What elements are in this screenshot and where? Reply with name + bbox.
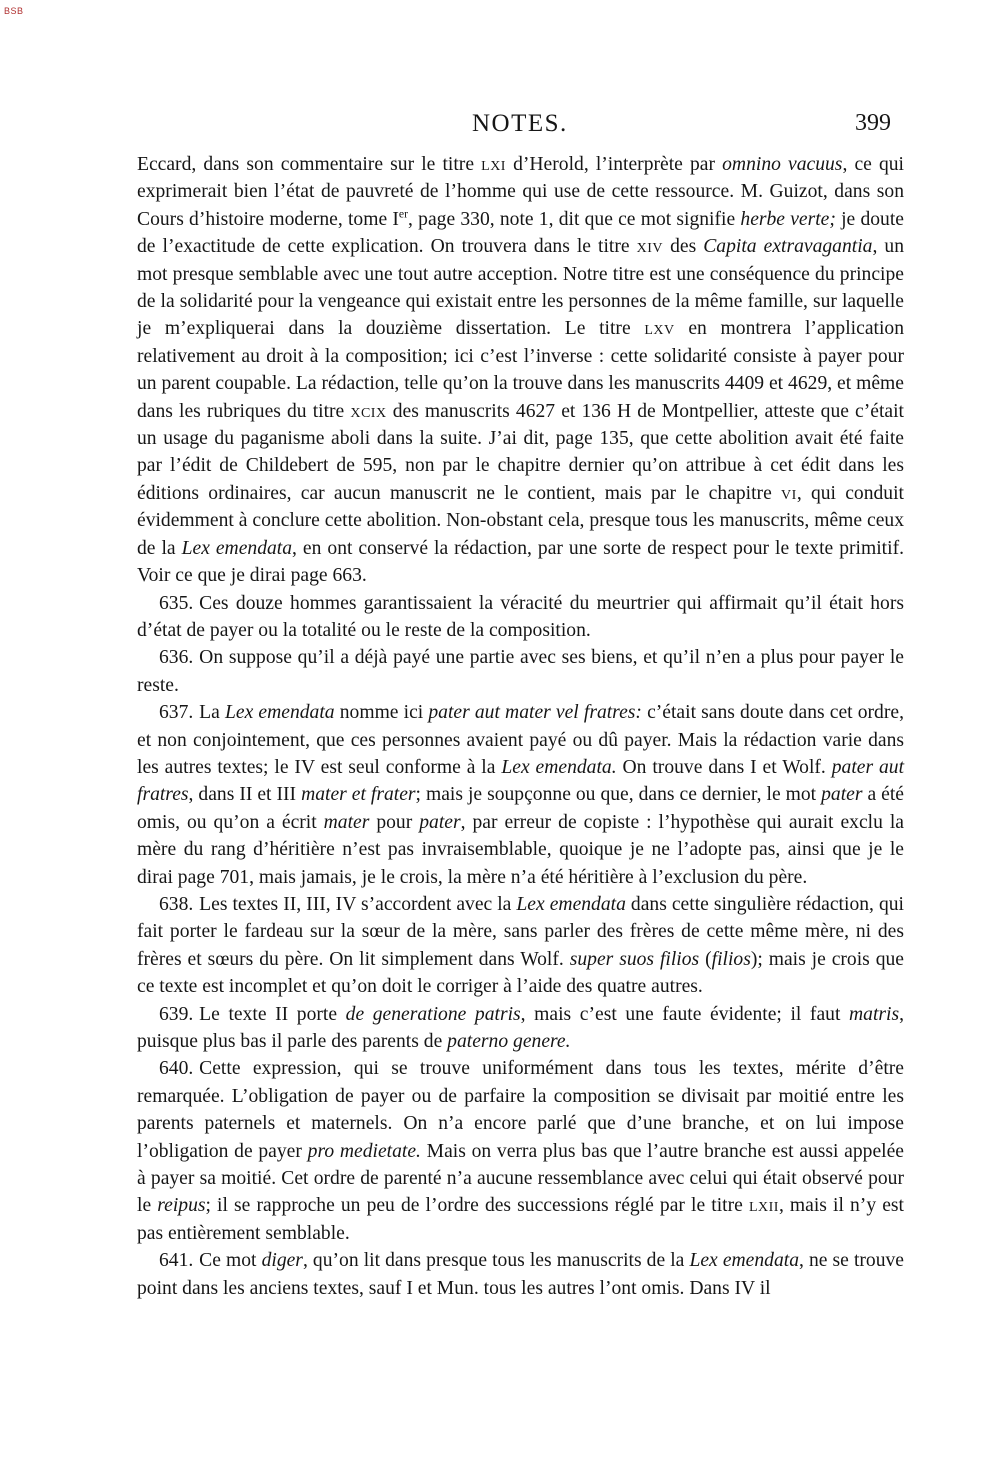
italic-text: diger — [261, 1250, 303, 1272]
footnote-paragraph — [137, 891, 904, 1001]
italic-text: matris — [849, 1003, 900, 1025]
text-run: , qui conduit évidemment à conclure cette abolition. Non-obstant cela, presque tous les manuscrits, même ceux de la — [137, 482, 904, 559]
italic-text: pater — [419, 811, 461, 833]
text-run: , page 330, note 1, dit que ce mot signifie — [408, 208, 741, 230]
italic-text: de generatione patris — [345, 1003, 521, 1025]
italic-text: paterno genere. — [447, 1031, 571, 1052]
footnote-paragraph — [137, 644, 904, 699]
italic-text: filios — [711, 948, 751, 970]
text-run: , mais c’est une faute évidente; il faut — [520, 1003, 849, 1025]
text-run: dans cette singulière rédaction, qui fait porter le fardeau sur la sœur de la mère, sans parler des frères de cette même mère, ni des frères et sœurs du père. On lit simplement dans Wolf. — [137, 893, 904, 970]
text-run: La — [199, 702, 225, 724]
italic-text: Lex emendata. — [501, 756, 617, 778]
text-run: ); mais je crois que ce texte est incomplet et qu’on doit le corriger à l’aide des quatre autres. — [137, 948, 905, 998]
italic-text: Lex emendata — [224, 702, 335, 724]
note-number: 640. — [159, 1058, 194, 1080]
page-number: 399 — [855, 110, 891, 136]
superscript: er — [398, 207, 409, 221]
note-number: 636. — [159, 647, 194, 669]
italic-text: pro medietate. — [307, 1140, 421, 1162]
italic-text: mater — [323, 811, 370, 833]
roman-numeral: lxi — [481, 154, 506, 175]
text-run: d’Herold, l’interprète par — [505, 154, 723, 175]
text-run: Les textes II, III, IV s’accordent avec la — [199, 893, 517, 915]
text-run: des manuscrits 4627 et 136 H de Montpellier, atteste que c’était un usage du paganisme aboli dans la suite. J’ai dit, page 135, que cette abolition avait été faite par l’édit de Childebert de 595, non par le chapitre dernier qu’on attribue à cet édit dans les éditions ordinaires, car aucun manuscrit ne le contient, mais par le chapitre — [137, 400, 905, 504]
roman-numeral: xiv — [636, 236, 664, 258]
text-run: nomme ici — [334, 702, 429, 724]
italic-text: pater — [821, 784, 863, 806]
text-run: , un mot presque semblable avec une tout autre acception. Notre titre est une conséquence du principe de la solidarité pour la vengeance qui existait entre les personnes de la même famille, sur laquelle je m’expliquerai dans la douzième dissertation. Le titre — [137, 236, 904, 340]
text-run: ; mais je soupçonne ou que, dans ce dernier, le mot — [415, 784, 822, 806]
italic-text: super suos filios — [569, 948, 700, 970]
text-run: , ne se trouve point dans les anciens textes, sauf I et Mun. tous les autres l’ont omis. Dans IV il — [137, 1250, 904, 1299]
footnote-paragraph — [137, 590, 904, 645]
notes-list — [137, 590, 904, 1303]
text-run: Ces douze hommes garantissaient la véracité du meurtrier qui affirmait qu’il était hors d’état de payer ou la totalité ou le reste de la composition. — [137, 592, 904, 641]
footnote-paragraph — [137, 1001, 904, 1056]
text-run: , qu’on lit dans presque tous les manuscrits de la — [302, 1250, 690, 1272]
italic-text: Lex emendata — [516, 893, 626, 915]
roman-numeral: lxv — [644, 318, 675, 340]
text-run: Le texte II porte — [199, 1003, 346, 1025]
italic-text: Lex emendata — [689, 1250, 799, 1272]
italic-text: Capita extravagantia — [703, 236, 873, 258]
text-run: ; il se rapproche un peu de l’ordre des successions réglé par le titre — [205, 1195, 749, 1217]
footnote-paragraph — [137, 1247, 904, 1302]
page-title: NOTES. — [472, 110, 568, 137]
footnote-paragraph — [137, 699, 904, 891]
text-run: pour — [369, 811, 420, 833]
italic-text: mater et frater — [301, 784, 416, 806]
footnote-paragraph — [137, 1055, 904, 1247]
roman-numeral: lxii — [748, 1195, 779, 1217]
text-run: c’était sans doute dans cet ordre, et non conjointement, que ces personnes avaient payé ou dû payer. Mais la rédaction varie dans les autres textes; le IV est seul conforme à la — [137, 702, 904, 778]
text-run: Ce mot — [199, 1250, 262, 1272]
text-run: en montrera l’application relativement au droit à la composition; ici c’est l’inverse : cette solidarité consiste à payer pour un parent coupable. La rédaction, telle qu’on la trouve dans les manuscrits 4409 et 4629, et même dans les rubriques du titre — [137, 318, 904, 422]
italic-text: Lex emendata — [181, 537, 293, 559]
note-continued-paragraph — [137, 151, 904, 590]
italic-text: pater aut fratres — [137, 756, 905, 806]
note-number: 635. — [159, 592, 194, 614]
text-run: je doute de l’exactitude de cette explication. On trouvera dans le titre — [137, 208, 904, 258]
italic-text: reipus — [157, 1195, 206, 1217]
text-run: Mais on verra plus bas que l’autre branche est aussi appelée à payer sa moitié. Cet ordre de parenté n’a aucune ressemblance avec celui qui était observé pour le — [137, 1140, 904, 1217]
text-run: , ce qui exprimerait bien l’état de pauvreté de l’homme qui use de cette ressource. M. Guizot, dans son Cours d’histoire moderne, tome I — [137, 154, 904, 230]
text-run: Cette expression, qui se trouve uniformément dans tous les textes, mérite d’être remarquée. L’obligation de payer ou de parfaire la composition se divisait par moitié entre les parents paternels et maternels. On n’a encore parlé que d’une branche, et on lui impose l’obligation de payer — [137, 1058, 904, 1162]
text-run: ( — [699, 948, 712, 970]
text-run: , mais il n’y est pas entièrement semblable. — [137, 1195, 904, 1244]
note-number: 641. — [159, 1250, 194, 1272]
note-number: 639. — [159, 1003, 194, 1025]
italic-text: pater aut mater vel fratres: — [428, 702, 642, 724]
running-head — [0, 110, 1000, 140]
text-run: , puisque plus bas il parle des parents de — [137, 1003, 904, 1052]
library-mark: BSB — [4, 6, 24, 16]
italic-text: herbe verte; — [740, 208, 836, 230]
roman-numeral: vi — [781, 482, 797, 504]
text-run: On suppose qu’il a déjà payé une partie avec ses biens, et qu’il n’en a plus pour payer le reste. — [137, 647, 904, 696]
text-run: , par erreur de copiste : l’hypothèse qui aurait exclu la mère du rang d’héritière n’est pas invraisemblable, quoique je ne l’adopte pas, ainsi que je le dirai page 701, mais jamais, je le crois, la mère n’a été héritière à l’exclusion du père. — [137, 811, 905, 888]
text-run: a été omis, ou qu’on a écrit — [137, 784, 904, 833]
text-run: On trouve dans I et Wolf. — [616, 756, 832, 778]
note-number: 638. — [159, 893, 194, 915]
text-run: , en ont conservé la rédaction, par une sorte de respect pour le texte primitif. Voir ce que je dirai page 663. — [137, 537, 904, 587]
text-run: , dans II et III — [188, 784, 302, 806]
note-number: 637. — [159, 702, 194, 724]
roman-numeral: xcix — [350, 400, 387, 422]
text-run: Eccard, dans son commentaire sur le titre — [137, 154, 482, 175]
text-run: des — [663, 236, 704, 258]
notes-body — [137, 151, 904, 1302]
italic-text: omnino vacuus — [722, 154, 843, 175]
